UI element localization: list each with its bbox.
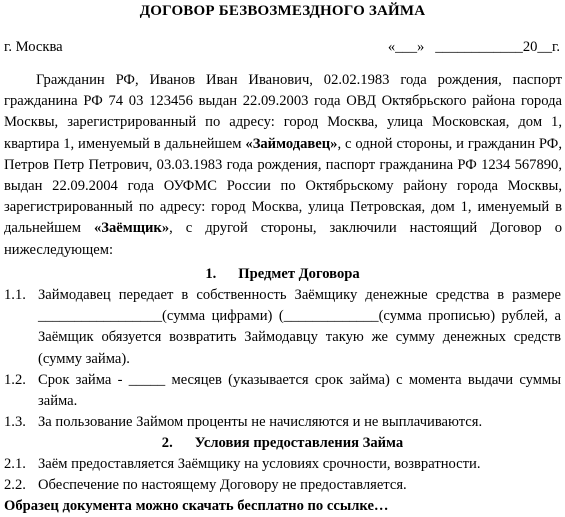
clause-number: 1.1. — [4, 287, 26, 303]
clause-number: 2.1. — [4, 456, 26, 472]
city: г. Москва — [4, 39, 63, 55]
borrower-term: «Заёмщик» — [93, 220, 170, 237]
section-2-number: 2. — [161, 435, 173, 451]
clause-number: 1.3. — [4, 414, 26, 430]
clause-text: Заём предоставляется Заёмщику на условиях срочности, возвратности. — [38, 456, 481, 472]
date-placeholder: «___» ____________20__г. — [387, 39, 560, 55]
clause-1-3 — [4, 412, 561, 433]
section-1-title: Предмет Договора — [238, 266, 360, 282]
section-1-heading — [0, 264, 565, 285]
clause-1-1 — [4, 285, 561, 370]
section-1-number: 1. — [205, 266, 217, 282]
section-2-heading — [0, 433, 565, 454]
clause-text: Обеспечение по настоящему Договору не предоставляется. — [38, 477, 407, 493]
clause-text: Срок займа - _____ месяцев (указывается срок займа) с момента выдачи суммы займа. — [38, 372, 561, 410]
clause-2-1 — [4, 454, 561, 475]
clause-1-2 — [4, 370, 561, 412]
download-link-note[interactable]: Образец документа можно скачать бесплатно по ссылке… — [4, 498, 389, 514]
section-2-title: Условия предоставления Займа — [194, 435, 404, 451]
clause-number: 1.2. — [4, 372, 26, 388]
clause-2-2 — [4, 475, 561, 496]
document-title: ДОГОВОР БЕЗВОЗМЕЗДНОГО ЗАЙМА — [139, 3, 426, 19]
clause-number: 2.2. — [4, 477, 26, 493]
lender-term: «Займодавец» — [245, 135, 338, 152]
clause-text: За пользование Займом проценты не начисляются и не выплачиваются. — [38, 414, 483, 430]
city-date-line — [4, 37, 560, 58]
clause-text: Займодавец передает в собственность Заёмщику денежные средства в размере _________________(сумма цифрами) (_____________(сумма прописью) рублей, а Заёмщик обязуется возвратить Займодавцу такую же сумму денежных средств (сумму займа). — [38, 287, 561, 367]
intro-text-2: , с одной стороны, и гражданин РФ, Петров Петр Петрович, 03.03.1983 года рождения, паспорт гражданина РФ 1234 567890, выдан 22.09.2004 года ОУФМС России по Октябрьскому району города Москвы, зарегистрированный по адресу: город Москва, улица Петровская, дом 1, именуемый в дальнейшем — [4, 135, 562, 237]
intro-text-3: , с другой стороны, заключили настоящий Договор о нижеследующем: — [4, 220, 562, 258]
intro-text-1: Гражданин РФ, Иванов Иван Иванович, 02.02.1983 года рождения, паспорт гражданина РФ 74 03 123456 выдан 22.09.2003 года ОВД Октябрьского района города Москвы, зарегистрированный по адресу: город Москва, улица Московская, дом 1, квартира 1, именуемый в дальнейшем — [4, 72, 562, 152]
intro-paragraph — [4, 70, 562, 261]
